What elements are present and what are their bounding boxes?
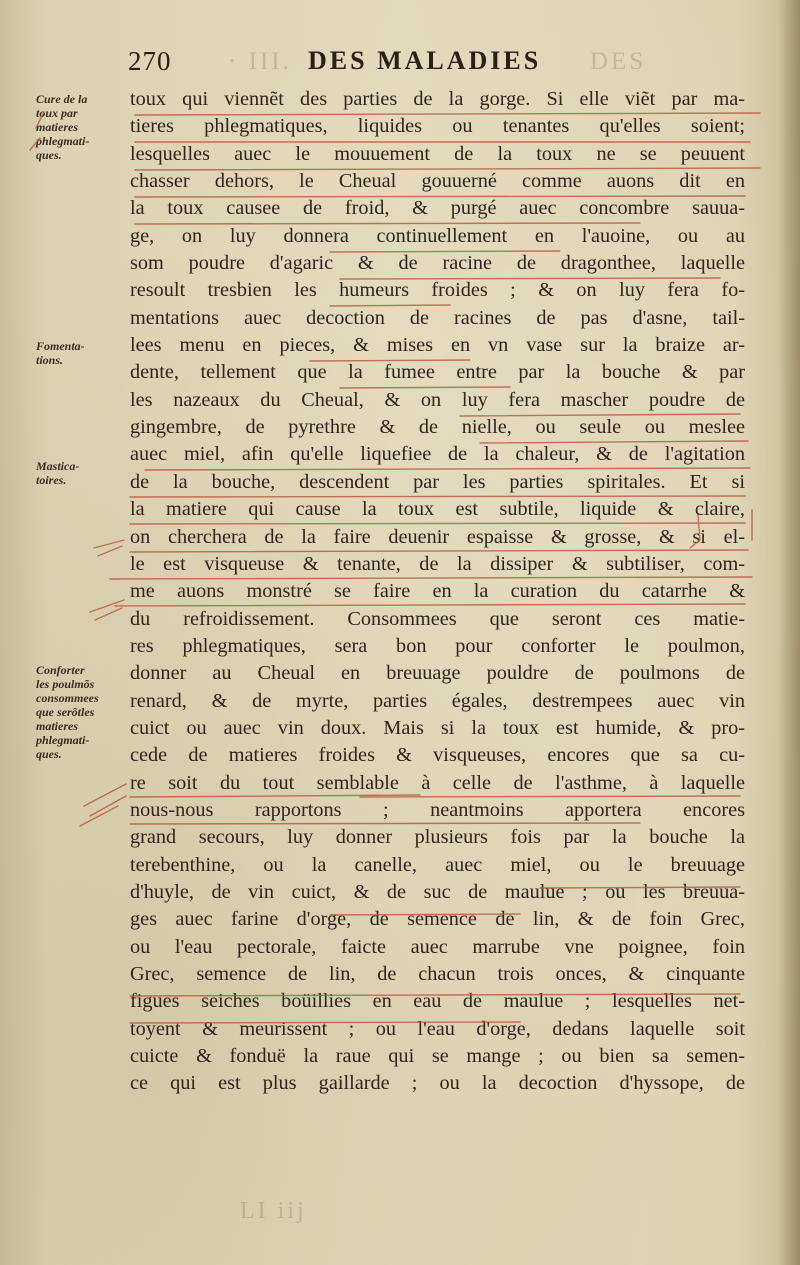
text-line: le est visqueuse & tenante, de la dissiper & subtiliser, com- [130, 552, 745, 575]
margin-notes [0, 0, 130, 1265]
text-line: figues seiches boüillies en eau de maulue ; lesquelles net- [130, 990, 745, 1013]
text-line: gingembre, de pyrethre & de nielle, ou seule ou meslee [130, 416, 745, 439]
text-line: donner au Cheual en breuuage pouldre de poulmons de [130, 662, 745, 685]
margin-note [36, 663, 128, 761]
page-number: 270 [128, 46, 172, 76]
text-line: som poudre d'agaric & de racine de dragonthee, laquelle [130, 252, 745, 275]
text-line: cede de matieres froides & visqueuses, encores que sa cu- [130, 744, 745, 767]
running-title: DES MALADIES [308, 46, 542, 75]
margin-note-line: les poulmõs [36, 677, 95, 691]
text-line: les nazeaux du Cheual, & on luy fera mascher poudre de [130, 388, 745, 411]
margin-note-line: matieres [36, 719, 78, 733]
margin-note-line: ques. [36, 148, 62, 162]
margin-note-line: matieres [36, 120, 78, 134]
margin-note-line: phlegmati- [36, 134, 90, 148]
show-through-text: · III. [228, 48, 292, 75]
text-line: re soit du tout semblable à celle de l'asthme, à laquelle [130, 771, 745, 794]
margin-note-line: toux par [36, 106, 78, 120]
text-line: d'huyle, de vin cuict, & de suc de maulue ; ou les breuua- [130, 880, 745, 903]
text-line: du refroidissement. Consommees que seront ces matie- [130, 607, 745, 630]
margin-note-line: phlegmati- [36, 733, 90, 747]
margin-note [36, 459, 128, 487]
margin-note-line: Cure de la [36, 92, 88, 106]
show-through-text: DES [590, 48, 647, 75]
text-line: ges auec farine d'orge, de semence de lin, & de foin Grec, [130, 908, 745, 931]
text-line: cuict ou auec vin doux. Mais si la toux est humide, & pro- [130, 716, 745, 739]
margin-note [36, 339, 128, 367]
margin-note-line: que serõtles [36, 705, 95, 719]
text-line: tieres phlegmatiques, liquides ou tenantes qu'elles soient; [130, 115, 745, 138]
margin-note-line: Fomenta- [36, 339, 85, 353]
margin-note-line: Conforter [36, 663, 85, 677]
text-line: me auons monstré se faire en la curation du catarrhe & [130, 580, 745, 603]
text-line: lees menu en pieces, & mises en vn vase sur la braize ar- [130, 334, 745, 357]
text-line: terebenthine, ou la canelle, auec miel, ou le breuuage [130, 853, 745, 876]
margin-note-line: ques. [36, 747, 62, 761]
text-line: la matiere qui cause la toux est subtile, liquide & claire, [130, 498, 745, 521]
margin-note [36, 92, 128, 162]
text-line: Grec, semence de lin, de chacun trois onces, & cinquante [130, 963, 745, 985]
text-line: ge, on luy donnera continuellement en l'auoine, ou au [130, 224, 745, 247]
text-line: res phlegmatiques, sera bon pour conforter le poulmon, [130, 634, 745, 657]
show-through-text: LI iij [240, 1198, 307, 1224]
margin-note-line: toires. [36, 473, 67, 487]
margin-note-line: tions. [36, 353, 64, 367]
text-line: resoult tresbien les humeurs froides ; & on luy fera fo- [130, 279, 745, 302]
margin-note-line: consommees [36, 691, 99, 705]
text-line: renard, & de myrte, parties égales, destrempees auec vin [130, 689, 745, 712]
text-line: grand secours, luy donner plusieurs fois par la bouche la [130, 826, 745, 849]
text-line: ou l'eau pectorale, faicte auec marrube vne poignee, foin [130, 935, 745, 958]
text-line: ce qui est plus gaillarde ; ou la decoction d'hyssope, de [130, 1072, 745, 1095]
text-line: on cherchera de la faire deuenir espaisse & grosse, & si el- [130, 525, 745, 548]
text-line: cuicte & fonduë la raue qui se mange ; ou bien sa semen- [130, 1045, 745, 1068]
text-line: la toux causee de froid, & purgé auec concombre sauua- [130, 197, 745, 220]
text-line: toux qui viennẽt des parties de la gorge. Si elle viẽt par ma- [130, 88, 745, 110]
text-line: auec miel, afin qu'elle liquefiee de la chaleur, & de l'agitation [130, 443, 745, 466]
body-text [130, 86, 745, 1098]
text-line: mentations auec decoction de racines de pas d'asne, tail- [130, 306, 745, 329]
text-line: nous-nous rapportons ; neantmoins apportera encores [130, 798, 745, 821]
text-line: dente, tellement que la fumee entre par la bouche & par [130, 361, 745, 384]
text-line: lesquelles auec le mouuement de la toux ne se peuuent [130, 142, 745, 165]
text-line: toyent & meurissent ; ou l'eau d'orge, dedans laquelle soit [130, 1017, 745, 1040]
page-edge-shadow [778, 0, 800, 1265]
text-line: chasser dehors, le Cheual gouuerné comme auons dit en [130, 170, 745, 193]
margin-note-line: Mastica- [36, 459, 80, 473]
text-line: de la bouche, descendent par les parties spiritales. Et si [130, 470, 745, 493]
